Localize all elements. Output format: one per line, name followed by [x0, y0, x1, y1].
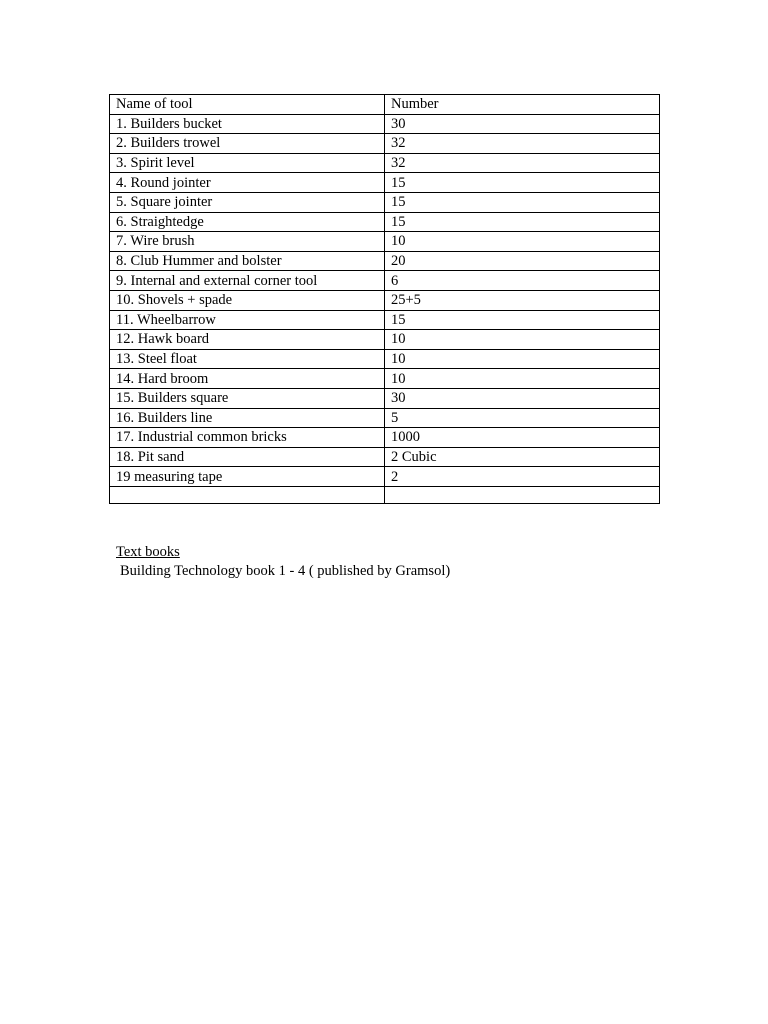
tool-number-cell: 10 [385, 330, 660, 350]
tool-number-cell: 15 [385, 192, 660, 212]
tool-name-cell: 4. Round jointer [110, 173, 385, 193]
table-row [110, 310, 660, 330]
tool-name-cell: 15. Builders square [110, 388, 385, 408]
header-number: Number [385, 95, 660, 115]
tool-number-cell: 2 Cubic [385, 447, 660, 467]
tool-name-cell: 5. Square jointer [110, 192, 385, 212]
tool-number-cell: 10 [385, 369, 660, 389]
tool-name-cell: 8. Club Hummer and bolster [110, 251, 385, 271]
tool-name-cell: 12. Hawk board [110, 330, 385, 350]
table-row [110, 232, 660, 252]
tool-name-cell: 10. Shovels + spade [110, 290, 385, 310]
table-row [110, 192, 660, 212]
tool-name-cell: 17. Industrial common bricks [110, 428, 385, 448]
table-row [110, 486, 660, 503]
table-row [110, 134, 660, 154]
tool-name-cell: 13. Steel float [110, 349, 385, 369]
tool-number-cell: 10 [385, 232, 660, 252]
table-row [110, 369, 660, 389]
tool-name-cell: 3. Spirit level [110, 153, 385, 173]
tool-number-cell: 2 [385, 467, 660, 487]
table-row [110, 349, 660, 369]
table-row [110, 467, 660, 487]
table-row [110, 330, 660, 350]
textbook-item: Building Technology book 1 - 4 ( published by Gramsol) [120, 563, 451, 579]
tool-name-cell: 11. Wheelbarrow [110, 310, 385, 330]
table-row [110, 388, 660, 408]
table-row [110, 447, 660, 467]
tool-name-cell: 6. Straightedge [110, 212, 385, 232]
tool-number-cell: 6 [385, 271, 660, 291]
table-row [110, 290, 660, 310]
tool-number-cell: 15 [385, 310, 660, 330]
tool-number-cell: 30 [385, 114, 660, 134]
tool-number-cell: 10 [385, 349, 660, 369]
table-row [110, 173, 660, 193]
tool-name-cell: 2. Builders trowel [110, 134, 385, 154]
tool-name-cell: 18. Pit sand [110, 447, 385, 467]
tool-name-cell: 1. Builders bucket [110, 114, 385, 134]
table-header-row [110, 95, 660, 115]
tool-name-cell: 14. Hard broom [110, 369, 385, 389]
tool-number-cell: 5 [385, 408, 660, 428]
textbooks-section [116, 543, 450, 581]
tools-table-body [110, 95, 660, 504]
tool-number-cell: 15 [385, 173, 660, 193]
table-row [110, 271, 660, 291]
tool-number-cell: 25+5 [385, 290, 660, 310]
tool-number-cell: 15 [385, 212, 660, 232]
tool-number-cell: 1000 [385, 428, 660, 448]
tools-table [109, 94, 660, 504]
tool-number-cell: 32 [385, 153, 660, 173]
tool-name-cell [110, 486, 385, 503]
tool-number-cell [385, 486, 660, 503]
header-name-of-tool: Name of tool [110, 95, 385, 115]
tool-number-cell: 30 [385, 388, 660, 408]
table-row [110, 408, 660, 428]
table-row [110, 212, 660, 232]
tool-name-cell: 7. Wire brush [110, 232, 385, 252]
textbooks-heading: Text books [116, 544, 180, 560]
tool-name-cell: 16. Builders line [110, 408, 385, 428]
tool-number-cell: 32 [385, 134, 660, 154]
table-row [110, 114, 660, 134]
tool-number-cell: 20 [385, 251, 660, 271]
tool-name-cell: 19 measuring tape [110, 467, 385, 487]
table-row [110, 428, 660, 448]
table-row [110, 153, 660, 173]
tool-name-cell: 9. Internal and external corner tool [110, 271, 385, 291]
table-row [110, 251, 660, 271]
